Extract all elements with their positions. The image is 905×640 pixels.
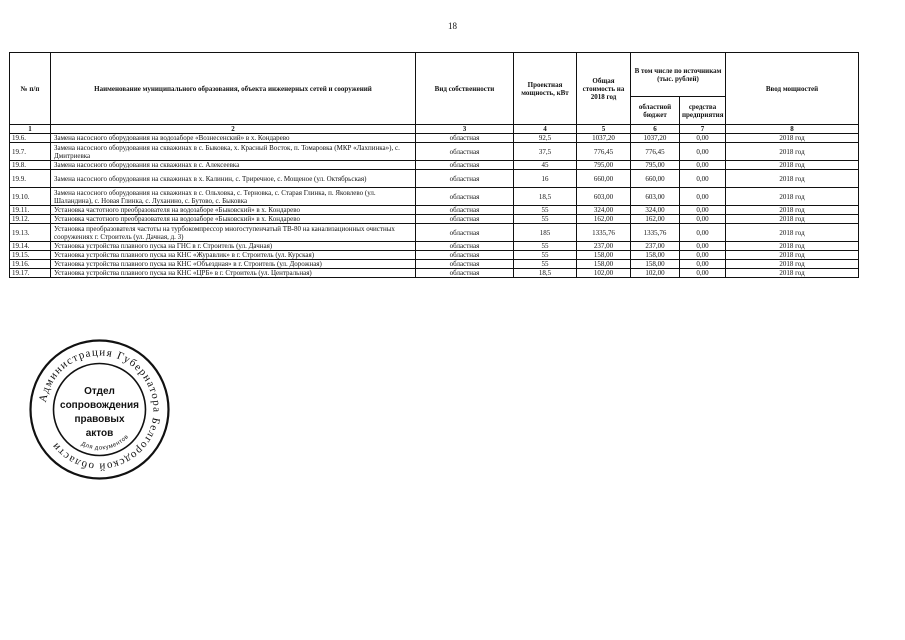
row-capacity: 185 [514,224,577,242]
stamp-seal [28,338,171,481]
table-row [10,143,859,161]
row-ownership: областная [416,260,514,269]
row-total-cost: 660,00 [577,170,631,188]
table-row [10,269,859,278]
row-ownership: областная [416,170,514,188]
column-number: 7 [680,125,726,134]
row-capacity: 18,5 [514,188,577,206]
row-regional-budget: 795,00 [631,161,680,170]
header-total-cost: Общая стоимость на 2018 год [577,53,631,125]
row-number: 19.7. [10,143,51,161]
row-commissioning: 2018 год [726,224,859,242]
row-regional-budget: 603,00 [631,188,680,206]
row-total-cost: 324,00 [577,206,631,215]
row-regional-budget: 102,00 [631,269,680,278]
header-enterprise-funds: средства предприятия [680,97,726,125]
row-total-cost: 102,00 [577,269,631,278]
row-name: Установка устройства плавного пуска на КНС «Объездная» в г. Строитель (ул. Дорожная) [51,260,416,269]
row-regional-budget: 1335,76 [631,224,680,242]
row-enterprise-funds: 0,00 [680,206,726,215]
row-capacity: 16 [514,170,577,188]
page-number: 18 [448,21,457,31]
row-name: Установка преобразователя частоты на турбокомпрессор многоступенчатый ТВ-80 на канализационных очистных сооружениях г. Строитель (ул. Дачная, д. 3) [51,224,416,242]
row-total-cost: 795,00 [577,161,631,170]
row-capacity: 55 [514,260,577,269]
header-name: Наименование муниципального образования, объекта инженерных сетей и сооружений [51,53,416,125]
row-enterprise-funds: 0,00 [680,143,726,161]
stamp-inner-text: Для документов [80,433,131,452]
row-capacity: 55 [514,242,577,251]
row-ownership: областная [416,188,514,206]
table-row [10,188,859,206]
investment-table [9,52,859,278]
row-ownership: областная [416,134,514,143]
table-row [10,224,859,242]
table-row [10,251,859,260]
column-number-row [10,125,859,134]
stamp-center-line-1: Отдел [84,386,115,397]
row-regional-budget: 776,45 [631,143,680,161]
row-commissioning: 2018 год [726,170,859,188]
row-enterprise-funds: 0,00 [680,224,726,242]
official-stamp [28,338,171,481]
row-commissioning: 2018 год [726,188,859,206]
row-capacity: 92,5 [514,134,577,143]
stamp-center-line-2: сопровождения [60,400,139,411]
column-number: 8 [726,125,859,134]
header-regional-budget: областной бюджет [631,97,680,125]
row-regional-budget: 237,00 [631,242,680,251]
row-total-cost: 158,00 [577,251,631,260]
row-commissioning: 2018 год [726,134,859,143]
row-enterprise-funds: 0,00 [680,269,726,278]
table-row [10,170,859,188]
row-capacity: 55 [514,251,577,260]
row-commissioning: 2018 год [726,215,859,224]
row-ownership: областная [416,269,514,278]
row-regional-budget: 158,00 [631,251,680,260]
row-name: Замена насосного оборудования на скважинах в с. Быковка, х. Красный Восток, п. Томаровка (МКР «Лахпинка»), с. Дмитриевка [51,143,416,161]
row-total-cost: 776,45 [577,143,631,161]
row-enterprise-funds: 0,00 [680,260,726,269]
row-number: 19.11. [10,206,51,215]
row-number: 19.15. [10,251,51,260]
stamp-center-line-3: правовых [74,414,125,425]
row-name: Замена насосного оборудования на водозаборе «Вознесенский» в х. Кондарево [51,134,416,143]
table-row [10,206,859,215]
header-sources: В том числе по источникам (тыс. рублей) [631,53,726,97]
row-commissioning: 2018 год [726,161,859,170]
row-name: Установка устройства плавного пуска на ГНС в г. Строитель (ул. Дачная) [51,242,416,251]
row-capacity: 37,5 [514,143,577,161]
row-ownership: областная [416,143,514,161]
row-enterprise-funds: 0,00 [680,188,726,206]
row-total-cost: 603,00 [577,188,631,206]
row-capacity: 55 [514,215,577,224]
row-regional-budget: 1037,20 [631,134,680,143]
row-total-cost: 162,00 [577,215,631,224]
row-enterprise-funds: 0,00 [680,242,726,251]
stamp-ring-text: Администрация Губернатора Белгородской области [36,346,163,473]
row-regional-budget: 162,00 [631,215,680,224]
row-total-cost: 158,00 [577,260,631,269]
row-commissioning: 2018 год [726,242,859,251]
table-row [10,161,859,170]
row-name: Установка частотного преобразователя на водозаборе «Быковский» в х. Кондарево [51,215,416,224]
column-number: 5 [577,125,631,134]
row-ownership: областная [416,242,514,251]
row-name: Установка частотного преобразователя на водозаборе «Быковский» в х. Кондарево [51,206,416,215]
header-capacity: Проектная мощность, кВт [514,53,577,125]
row-number: 19.16. [10,260,51,269]
row-commissioning: 2018 год [726,269,859,278]
row-number: 19.13. [10,224,51,242]
header-commissioning: Ввод мощностей [726,53,859,125]
row-number: 19.9. [10,170,51,188]
header-ownership: Вид собственности [416,53,514,125]
row-capacity: 55 [514,206,577,215]
row-number: 19.12. [10,215,51,224]
row-total-cost: 1037,20 [577,134,631,143]
row-commissioning: 2018 год [726,143,859,161]
row-ownership: областная [416,215,514,224]
row-regional-budget: 324,00 [631,206,680,215]
row-ownership: областная [416,224,514,242]
row-commissioning: 2018 год [726,206,859,215]
table-row [10,260,859,269]
row-number: 19.10. [10,188,51,206]
row-ownership: областная [416,206,514,215]
column-number: 6 [631,125,680,134]
row-name: Установка устройства плавного пуска на КНС «Журавлик» в г. Строитель (ул. Курская) [51,251,416,260]
row-commissioning: 2018 год [726,260,859,269]
row-number: 19.8. [10,161,51,170]
row-total-cost: 1335,76 [577,224,631,242]
row-name: Замена насосного оборудования на скважинах в с. Алексеевка [51,161,416,170]
row-enterprise-funds: 0,00 [680,134,726,143]
row-total-cost: 237,00 [577,242,631,251]
row-commissioning: 2018 год [726,251,859,260]
table-row [10,215,859,224]
row-regional-budget: 660,00 [631,170,680,188]
row-capacity: 45 [514,161,577,170]
row-name: Замена насосного оборудования на скважинах в х. Калинин, с. Триречное, с. Мощеное (ул. Октябрьская) [51,170,416,188]
row-enterprise-funds: 0,00 [680,215,726,224]
column-number: 3 [416,125,514,134]
row-enterprise-funds: 0,00 [680,161,726,170]
row-name: Замена насосного оборудования на скважинах в с. Ольховка, с. Терновка, с. Старая Глинка, п. Яковлево (ул. Шаландина), с. Новая Глинка, с. Луханино, с. Бутово, с. Быковка [51,188,416,206]
row-number: 19.17. [10,269,51,278]
row-enterprise-funds: 0,00 [680,251,726,260]
column-number: 1 [10,125,51,134]
header-num: № п/п [10,53,51,125]
column-number: 4 [514,125,577,134]
row-number: 19.14. [10,242,51,251]
stamp-center-line-4: актов [85,428,114,439]
row-enterprise-funds: 0,00 [680,170,726,188]
row-regional-budget: 158,00 [631,260,680,269]
row-number: 19.6. [10,134,51,143]
row-ownership: областная [416,251,514,260]
table-row [10,134,859,143]
column-number: 2 [51,125,416,134]
row-name: Установка устройства плавного пуска на КНС «ЦРБ» в г. Строитель (ул. Центральная) [51,269,416,278]
row-capacity: 18,5 [514,269,577,278]
row-ownership: областная [416,161,514,170]
table-row [10,242,859,251]
